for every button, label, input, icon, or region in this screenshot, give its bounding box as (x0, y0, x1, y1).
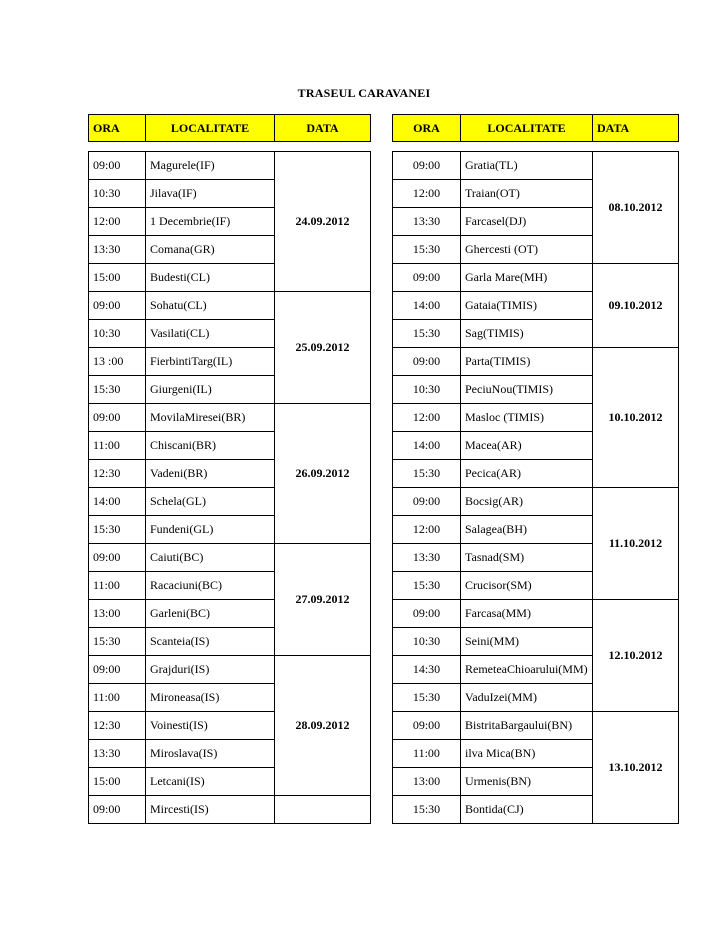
table-row: 14:00 Macea(AR) (393, 432, 679, 460)
table-row: 13 :00 FierbintiTarg(IL) (89, 348, 371, 376)
table-row: 15:30 Crucisor(SM) (393, 572, 679, 600)
table-row: 09:00 BistritaBargaului(BN) 13.10.2012 (393, 712, 679, 740)
header-localitate: LOCALITATE (146, 115, 275, 142)
header-ora: ORA (393, 115, 461, 142)
table-row: 12:00 Masloc (TIMIS) (393, 404, 679, 432)
table-row: 15:30 Pecica(AR) (393, 460, 679, 488)
table-row: 09:00 MovilaMiresei(BR) 26.09.2012 (89, 404, 371, 432)
header-row (89, 115, 371, 142)
date-cell-empty (275, 796, 371, 824)
table-row: 10:30 Vasilati(CL) (89, 320, 371, 348)
table-row: 14:00 Gataia(TIMIS) (393, 292, 679, 320)
date-cell: 27.09.2012 (275, 544, 371, 656)
table-row: 12:30 Vadeni(BR) (89, 460, 371, 488)
table-row: 09:00 Garla Mare(MH) 09.10.2012 (393, 264, 679, 292)
table-row: 14:00 Schela(GL) (89, 488, 371, 516)
table-row: 09:00 Sohatu(CL) 25.09.2012 (89, 292, 371, 320)
table-row: 15:00 Letcani(IS) (89, 768, 371, 796)
header-row (393, 115, 679, 142)
table-row: 13:30 Tasnad(SM) (393, 544, 679, 572)
date-cell: 09.10.2012 (593, 264, 679, 348)
date-cell: 24.09.2012 (275, 152, 371, 292)
page-title: TRASEUL CARAVANEI (297, 86, 431, 100)
table-row: 13:30 Miroslava(IS) (89, 740, 371, 768)
table-row: 13:30 Comana(GR) (89, 236, 371, 264)
table-row: 15:30 Giurgeni(IL) (89, 376, 371, 404)
date-cell: 25.09.2012 (275, 292, 371, 404)
date-cell: 12.10.2012 (593, 600, 679, 712)
table-row: 10:30 Jilava(IF) (89, 180, 371, 208)
header-data: DATA (593, 115, 679, 142)
table-row: 09:00 Farcasa(MM) 12.10.2012 (393, 600, 679, 628)
table-row: 12:00 Traian(OT) (393, 180, 679, 208)
table-row: 15:30 Scanteia(IS) (89, 628, 371, 656)
date-cell: 26.09.2012 (275, 404, 371, 544)
table-row: 13:00 Urmenis(BN) (393, 768, 679, 796)
table-row: 09:00 Caiuti(BC) 27.09.2012 (89, 544, 371, 572)
table-row: 10:30 PeciuNou(TIMIS) (393, 376, 679, 404)
date-cell: 13.10.2012 (593, 712, 679, 824)
table-row: 15:00 Budesti(CL) (89, 264, 371, 292)
table-row: 12:30 Voinesti(IS) (89, 712, 371, 740)
table-row: 11:00 Racaciuni(BC) (89, 572, 371, 600)
table-row: 10:30 Seini(MM) (393, 628, 679, 656)
schedule-table-left (88, 114, 371, 824)
table-row: 09:00 Gratia(TL) 08.10.2012 (393, 152, 679, 180)
table-row: 09:00 Parta(TIMIS) 10.10.2012 (393, 348, 679, 376)
table-row: 11:00 ilva Mica(BN) (393, 740, 679, 768)
table-row: 13:30 Farcasel(DJ) (393, 208, 679, 236)
table-row: 11:00 Mironeasa(IS) (89, 684, 371, 712)
table-row: 15:30 Sag(TIMIS) (393, 320, 679, 348)
date-cell: 11.10.2012 (593, 488, 679, 600)
table-row: 13:00 Garleni(BC) (89, 600, 371, 628)
table-row: 09:00 Bocsig(AR) 11.10.2012 (393, 488, 679, 516)
table-row: 09:00 Mircesti(IS) (89, 796, 371, 824)
table-row: 14:30 RemeteaChioarului(MM) (393, 656, 679, 684)
date-cell: 08.10.2012 (593, 152, 679, 264)
table-row: 15:30 Ghercesti (OT) (393, 236, 679, 264)
table-row: 11:00 Chiscani(BR) (89, 432, 371, 460)
table-row: 12:00 Salagea(BH) (393, 516, 679, 544)
date-cell: 10.10.2012 (593, 348, 679, 488)
table-row: 12:00 1 Decembrie(IF) (89, 208, 371, 236)
table-row: 09:00 Grajduri(IS) 28.09.2012 (89, 656, 371, 684)
header-localitate: LOCALITATE (461, 115, 593, 142)
table-row: 15:30 VaduIzei(MM) (393, 684, 679, 712)
header-ora: ORA (89, 115, 146, 142)
table-row: 15:30 Bontida(CJ) (393, 796, 679, 824)
table-row: 15:30 Fundeni(GL) (89, 516, 371, 544)
date-cell: 28.09.2012 (275, 656, 371, 796)
table-row: 09:00 Magurele(IF) 24.09.2012 (89, 152, 371, 180)
schedule-table-right (392, 114, 679, 824)
header-data: DATA (275, 115, 371, 142)
